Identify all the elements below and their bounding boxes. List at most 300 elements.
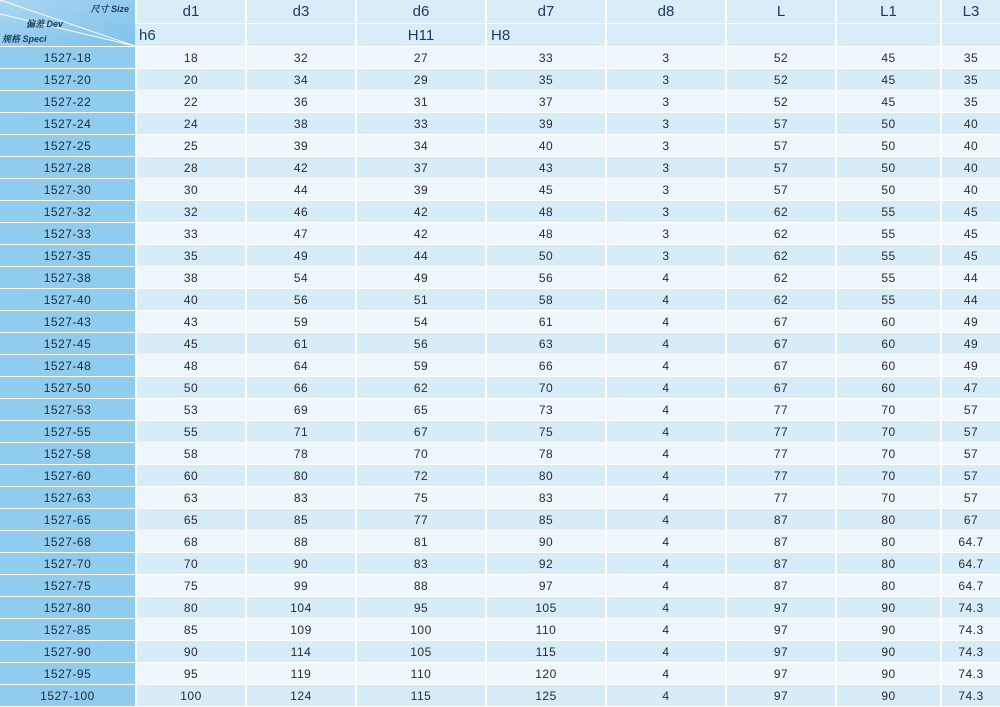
cell-spec: 1527-50 [0, 377, 135, 399]
cell-L: 77 [725, 399, 835, 421]
tolerance-d1: h6 [135, 24, 245, 47]
cell-L1: 80 [835, 575, 940, 597]
cell-spec: 1527-18 [0, 47, 135, 69]
cell-L1: 55 [835, 223, 940, 245]
cell-spec: 1527-38 [0, 267, 135, 289]
cell-d7: 125 [485, 685, 605, 707]
cell-d8: 4 [605, 465, 725, 487]
cell-spec: 1527-40 [0, 289, 135, 311]
cell-d7: 97 [485, 575, 605, 597]
cell-L: 87 [725, 553, 835, 575]
cell-L: 97 [725, 663, 835, 685]
cell-L: 67 [725, 355, 835, 377]
cell-L3: 45 [940, 223, 1000, 245]
tolerance-L1 [835, 24, 940, 47]
cell-L: 87 [725, 575, 835, 597]
cell-d3: 47 [245, 223, 355, 245]
table-row [0, 553, 1000, 575]
cell-d7: 58 [485, 289, 605, 311]
cell-d1: 48 [135, 355, 245, 377]
cell-L3: 57 [940, 421, 1000, 443]
cell-d7: 66 [485, 355, 605, 377]
cell-d6: 88 [355, 575, 485, 597]
cell-spec: 1527-20 [0, 69, 135, 91]
cell-d1: 50 [135, 377, 245, 399]
cell-d6: 115 [355, 685, 485, 707]
cell-d3: 83 [245, 487, 355, 509]
cell-d3: 71 [245, 421, 355, 443]
cell-L1: 50 [835, 135, 940, 157]
cell-d8: 3 [605, 201, 725, 223]
cell-d8: 3 [605, 223, 725, 245]
cell-d7: 45 [485, 179, 605, 201]
cell-L3: 74.3 [940, 663, 1000, 685]
cell-d1: 65 [135, 509, 245, 531]
cell-d7: 35 [485, 69, 605, 91]
cell-L1: 50 [835, 113, 940, 135]
cell-d7: 50 [485, 245, 605, 267]
cell-d3: 59 [245, 311, 355, 333]
column-header-L: L [725, 0, 835, 24]
cell-d6: 54 [355, 311, 485, 333]
table-row [0, 157, 1000, 179]
cell-L3: 64.7 [940, 531, 1000, 553]
cell-spec: 1527-24 [0, 113, 135, 135]
cell-L3: 45 [940, 245, 1000, 267]
cell-d3: 64 [245, 355, 355, 377]
table-row [0, 487, 1000, 509]
cell-L1: 55 [835, 289, 940, 311]
cell-d3: 38 [245, 113, 355, 135]
cell-d3: 61 [245, 333, 355, 355]
cell-d3: 66 [245, 377, 355, 399]
cell-spec: 1527-60 [0, 465, 135, 487]
cell-spec: 1527-22 [0, 91, 135, 113]
cell-spec: 1527-35 [0, 245, 135, 267]
cell-d1: 24 [135, 113, 245, 135]
cell-L1: 80 [835, 531, 940, 553]
cell-spec: 1527-75 [0, 575, 135, 597]
cell-L: 57 [725, 179, 835, 201]
cell-L: 77 [725, 443, 835, 465]
cell-d7: 56 [485, 267, 605, 289]
cell-L: 67 [725, 333, 835, 355]
cell-L3: 49 [940, 355, 1000, 377]
cell-d8: 4 [605, 685, 725, 707]
table-body [0, 47, 1000, 707]
column-header-d1: d1 [135, 0, 245, 24]
cell-L: 62 [725, 267, 835, 289]
table-row [0, 69, 1000, 91]
cell-L1: 60 [835, 355, 940, 377]
cell-d8: 3 [605, 245, 725, 267]
cell-d6: 65 [355, 399, 485, 421]
cell-L3: 40 [940, 179, 1000, 201]
cell-spec: 1527-25 [0, 135, 135, 157]
cell-d1: 70 [135, 553, 245, 575]
cell-d1: 90 [135, 641, 245, 663]
cell-d7: 61 [485, 311, 605, 333]
cell-d3: 124 [245, 685, 355, 707]
cell-d8: 4 [605, 619, 725, 641]
table-row [0, 245, 1000, 267]
table-row [0, 619, 1000, 641]
cell-L: 97 [725, 685, 835, 707]
cell-L1: 90 [835, 685, 940, 707]
cell-d6: 33 [355, 113, 485, 135]
cell-spec: 1527-48 [0, 355, 135, 377]
cell-L1: 70 [835, 399, 940, 421]
cell-d8: 4 [605, 641, 725, 663]
cell-L3: 40 [940, 113, 1000, 135]
cell-d3: 114 [245, 641, 355, 663]
cell-d6: 56 [355, 333, 485, 355]
cell-d7: 40 [485, 135, 605, 157]
cell-d1: 40 [135, 289, 245, 311]
table-row [0, 311, 1000, 333]
cell-L: 52 [725, 47, 835, 69]
cell-L3: 49 [940, 333, 1000, 355]
cell-L: 77 [725, 465, 835, 487]
cell-d6: 77 [355, 509, 485, 531]
cell-d6: 72 [355, 465, 485, 487]
cell-L3: 74.3 [940, 685, 1000, 707]
tolerance-L3 [940, 24, 1000, 47]
table-row [0, 91, 1000, 113]
tolerance-d8 [605, 24, 725, 47]
cell-L1: 90 [835, 663, 940, 685]
cell-d1: 30 [135, 179, 245, 201]
cell-spec: 1527-90 [0, 641, 135, 663]
cell-spec: 1527-68 [0, 531, 135, 553]
cell-L1: 60 [835, 333, 940, 355]
cell-d7: 92 [485, 553, 605, 575]
table-row [0, 267, 1000, 289]
cell-d8: 3 [605, 69, 725, 91]
cell-L1: 60 [835, 377, 940, 399]
cell-d1: 28 [135, 157, 245, 179]
cell-spec: 1527-30 [0, 179, 135, 201]
cell-d7: 80 [485, 465, 605, 487]
cell-d6: 37 [355, 157, 485, 179]
cell-L1: 70 [835, 465, 940, 487]
cell-d6: 42 [355, 223, 485, 245]
cell-d7: 83 [485, 487, 605, 509]
column-header-L3: L3 [940, 0, 1000, 24]
cell-L3: 57 [940, 443, 1000, 465]
cell-d8: 4 [605, 531, 725, 553]
cell-d8: 4 [605, 267, 725, 289]
cell-d8: 4 [605, 575, 725, 597]
cell-d6: 62 [355, 377, 485, 399]
cell-d7: 90 [485, 531, 605, 553]
cell-d8: 4 [605, 487, 725, 509]
table-row [0, 597, 1000, 619]
cell-d8: 4 [605, 421, 725, 443]
table-row [0, 355, 1000, 377]
cell-d6: 83 [355, 553, 485, 575]
cell-d1: 63 [135, 487, 245, 509]
cell-spec: 1527-33 [0, 223, 135, 245]
cell-d1: 18 [135, 47, 245, 69]
column-header-d7: d7 [485, 0, 605, 24]
cell-d3: 54 [245, 267, 355, 289]
cell-L1: 90 [835, 641, 940, 663]
cell-L1: 50 [835, 179, 940, 201]
cell-d3: 32 [245, 47, 355, 69]
cell-L3: 57 [940, 487, 1000, 509]
cell-L1: 45 [835, 69, 940, 91]
cell-d6: 31 [355, 91, 485, 113]
table-row [0, 465, 1000, 487]
cell-L3: 74.3 [940, 597, 1000, 619]
cell-d8: 3 [605, 91, 725, 113]
cell-d1: 43 [135, 311, 245, 333]
cell-L1: 80 [835, 553, 940, 575]
table-row [0, 47, 1000, 69]
table-row [0, 421, 1000, 443]
cell-d6: 42 [355, 201, 485, 223]
cell-d3: 119 [245, 663, 355, 685]
cell-L3: 57 [940, 465, 1000, 487]
cell-d1: 22 [135, 91, 245, 113]
column-header-L1: L1 [835, 0, 940, 24]
cell-d7: 48 [485, 201, 605, 223]
cell-d8: 4 [605, 553, 725, 575]
cell-d6: 81 [355, 531, 485, 553]
cell-d3: 39 [245, 135, 355, 157]
tolerance-L [725, 24, 835, 47]
cell-d1: 53 [135, 399, 245, 421]
cell-d1: 33 [135, 223, 245, 245]
table-row [0, 641, 1000, 663]
cell-L: 62 [725, 289, 835, 311]
cell-spec: 1527-28 [0, 157, 135, 179]
cell-L3: 40 [940, 157, 1000, 179]
cell-d1: 38 [135, 267, 245, 289]
cell-d1: 20 [135, 69, 245, 91]
table-row [0, 685, 1000, 707]
cell-d7: 63 [485, 333, 605, 355]
cell-d7: 85 [485, 509, 605, 531]
cell-L: 77 [725, 421, 835, 443]
cell-d6: 34 [355, 135, 485, 157]
table-row [0, 509, 1000, 531]
cell-L: 62 [725, 201, 835, 223]
table-row [0, 377, 1000, 399]
cell-L: 87 [725, 509, 835, 531]
cell-d8: 4 [605, 333, 725, 355]
cell-L: 67 [725, 377, 835, 399]
cell-d3: 42 [245, 157, 355, 179]
cell-L1: 90 [835, 619, 940, 641]
cell-L3: 35 [940, 47, 1000, 69]
cell-L: 87 [725, 531, 835, 553]
cell-d3: 78 [245, 443, 355, 465]
table-row [0, 333, 1000, 355]
table-row [0, 531, 1000, 553]
cell-L: 57 [725, 113, 835, 135]
cell-L1: 50 [835, 157, 940, 179]
cell-L3: 40 [940, 135, 1000, 157]
cell-L: 97 [725, 641, 835, 663]
cell-d8: 3 [605, 157, 725, 179]
cell-L: 52 [725, 91, 835, 113]
cell-d3: 85 [245, 509, 355, 531]
cell-d8: 4 [605, 377, 725, 399]
cell-L3: 64.7 [940, 553, 1000, 575]
cell-spec: 1527-55 [0, 421, 135, 443]
cell-d8: 4 [605, 355, 725, 377]
cell-spec: 1527-95 [0, 663, 135, 685]
cell-d8: 3 [605, 135, 725, 157]
corner-dev-label: 偏差 Dev [26, 19, 64, 29]
cell-d3: 69 [245, 399, 355, 421]
cell-d8: 4 [605, 509, 725, 531]
cell-d8: 3 [605, 47, 725, 69]
cell-d7: 48 [485, 223, 605, 245]
cell-spec: 1527-58 [0, 443, 135, 465]
cell-spec: 1527-70 [0, 553, 135, 575]
cell-d6: 59 [355, 355, 485, 377]
cell-d8: 4 [605, 289, 725, 311]
column-header-d8: d8 [605, 0, 725, 24]
cell-d8: 4 [605, 311, 725, 333]
cell-d3: 46 [245, 201, 355, 223]
table-row [0, 663, 1000, 685]
table-row [0, 201, 1000, 223]
cell-d7: 43 [485, 157, 605, 179]
cell-L1: 55 [835, 201, 940, 223]
cell-d1: 68 [135, 531, 245, 553]
cell-d6: 44 [355, 245, 485, 267]
cell-L3: 44 [940, 267, 1000, 289]
cell-d3: 109 [245, 619, 355, 641]
cell-d7: 75 [485, 421, 605, 443]
cell-d1: 32 [135, 201, 245, 223]
cell-d3: 34 [245, 69, 355, 91]
cell-d7: 70 [485, 377, 605, 399]
cell-d1: 55 [135, 421, 245, 443]
cell-L: 57 [725, 135, 835, 157]
table-row [0, 179, 1000, 201]
cell-d1: 60 [135, 465, 245, 487]
cell-d6: 110 [355, 663, 485, 685]
table-row [0, 443, 1000, 465]
cell-L3: 67 [940, 509, 1000, 531]
table-row [0, 135, 1000, 157]
cell-spec: 1527-45 [0, 333, 135, 355]
cell-spec: 1527-63 [0, 487, 135, 509]
cell-d7: 115 [485, 641, 605, 663]
tolerance-d3 [245, 24, 355, 47]
table-row [0, 113, 1000, 135]
cell-d7: 120 [485, 663, 605, 685]
cell-d3: 90 [245, 553, 355, 575]
column-header-d6: d6 [355, 0, 485, 24]
cell-d3: 44 [245, 179, 355, 201]
column-header-d3: d3 [245, 0, 355, 24]
cell-L: 67 [725, 311, 835, 333]
cell-d1: 35 [135, 245, 245, 267]
cell-d1: 100 [135, 685, 245, 707]
cell-spec: 1527-100 [0, 685, 135, 707]
cell-d1: 58 [135, 443, 245, 465]
cell-d3: 80 [245, 465, 355, 487]
corner-size-label: 尺寸 Size [90, 4, 129, 14]
cell-d6: 67 [355, 421, 485, 443]
cell-d6: 51 [355, 289, 485, 311]
cell-L: 77 [725, 487, 835, 509]
cell-d1: 25 [135, 135, 245, 157]
cell-L3: 49 [940, 311, 1000, 333]
cell-L3: 44 [940, 289, 1000, 311]
table-row [0, 575, 1000, 597]
cell-d6: 29 [355, 69, 485, 91]
cell-d6: 95 [355, 597, 485, 619]
cell-L3: 35 [940, 69, 1000, 91]
cell-d1: 85 [135, 619, 245, 641]
cell-d7: 39 [485, 113, 605, 135]
cell-L1: 45 [835, 47, 940, 69]
cell-d7: 37 [485, 91, 605, 113]
cell-d6: 105 [355, 641, 485, 663]
cell-L3: 47 [940, 377, 1000, 399]
cell-d8: 4 [605, 597, 725, 619]
cell-d7: 110 [485, 619, 605, 641]
cell-d3: 99 [245, 575, 355, 597]
cell-L3: 35 [940, 91, 1000, 113]
cell-L1: 80 [835, 509, 940, 531]
cell-d7: 105 [485, 597, 605, 619]
cell-L3: 74.3 [940, 641, 1000, 663]
corner-spec-label: 规格 Speci [2, 34, 47, 44]
cell-L: 62 [725, 223, 835, 245]
cell-d6: 75 [355, 487, 485, 509]
cell-d1: 75 [135, 575, 245, 597]
cell-d6: 49 [355, 267, 485, 289]
cell-L: 97 [725, 619, 835, 641]
cell-d6: 70 [355, 443, 485, 465]
cell-d1: 80 [135, 597, 245, 619]
cell-d7: 33 [485, 47, 605, 69]
cell-d3: 104 [245, 597, 355, 619]
cell-L3: 57 [940, 399, 1000, 421]
cell-L: 57 [725, 157, 835, 179]
cell-L1: 70 [835, 421, 940, 443]
tolerance-d7: H8 [485, 24, 605, 47]
cell-L3: 74.3 [940, 619, 1000, 641]
cell-d3: 36 [245, 91, 355, 113]
cell-L1: 70 [835, 487, 940, 509]
cell-L1: 45 [835, 91, 940, 113]
cell-d8: 3 [605, 179, 725, 201]
cell-L1: 70 [835, 443, 940, 465]
cell-d1: 95 [135, 663, 245, 685]
cell-L: 52 [725, 69, 835, 91]
table-header [0, 0, 1000, 47]
cell-spec: 1527-85 [0, 619, 135, 641]
cell-d1: 45 [135, 333, 245, 355]
cell-d3: 49 [245, 245, 355, 267]
cell-spec: 1527-80 [0, 597, 135, 619]
cell-d6: 27 [355, 47, 485, 69]
cell-d7: 78 [485, 443, 605, 465]
table-row [0, 289, 1000, 311]
cell-L3: 45 [940, 201, 1000, 223]
cell-d8: 4 [605, 399, 725, 421]
cell-L1: 60 [835, 311, 940, 333]
